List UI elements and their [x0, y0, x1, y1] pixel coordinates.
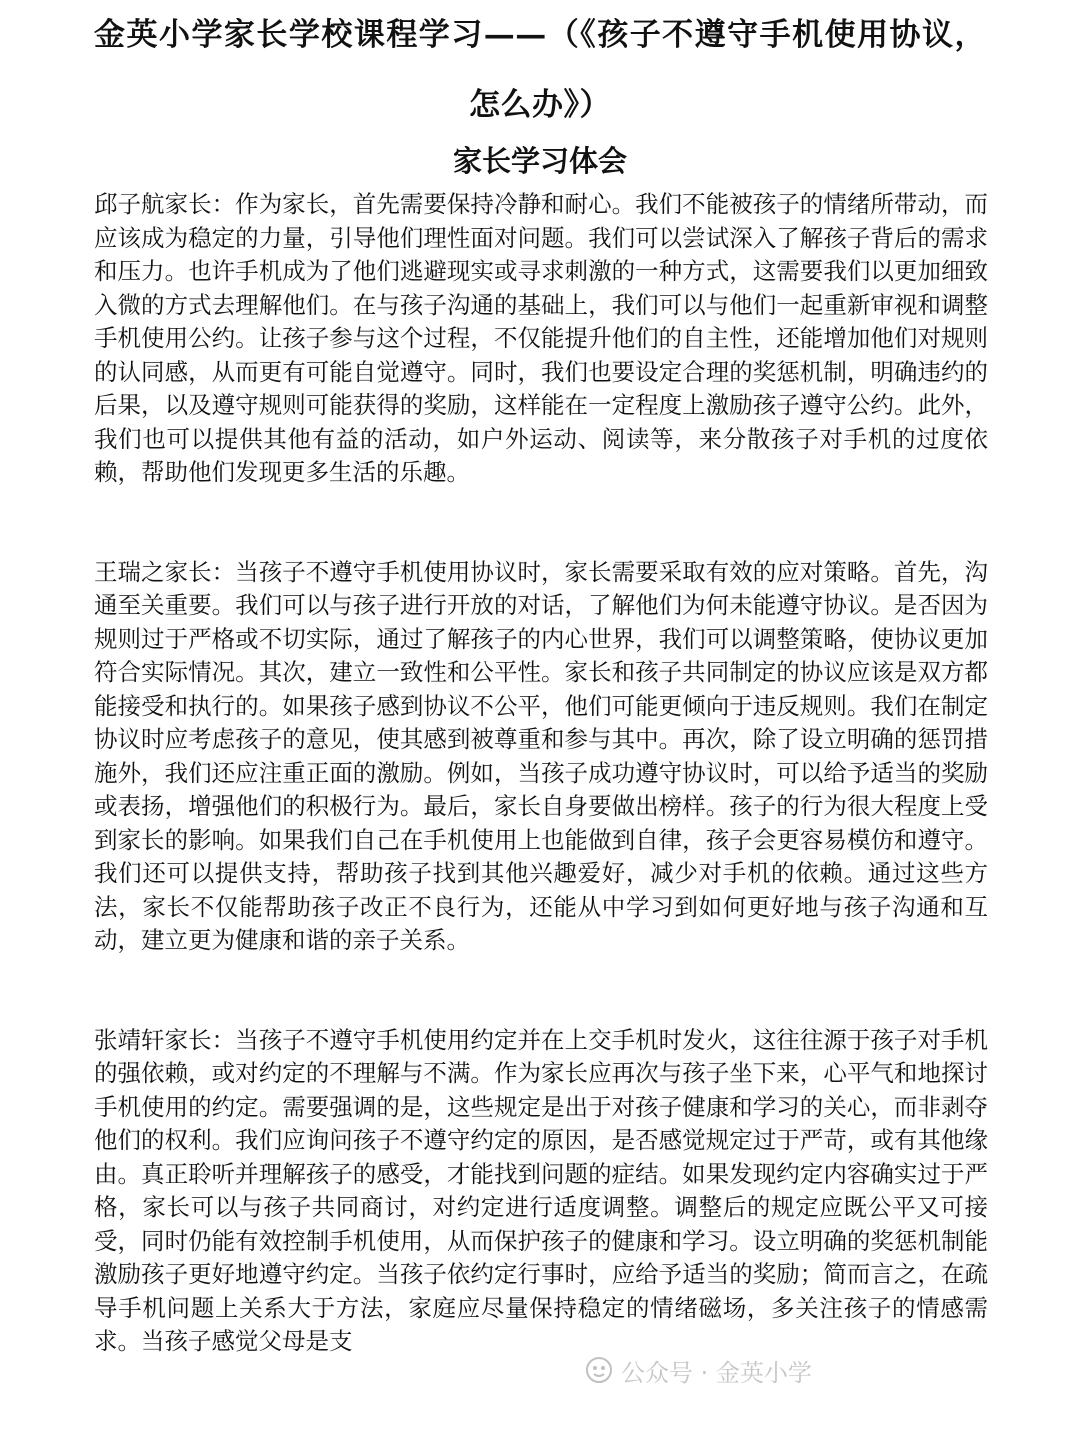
watermark [585, 1350, 812, 1390]
wechat-official-account-icon [585, 1356, 613, 1384]
watermark-text: 公众号 · 金英小学 [621, 1358, 812, 1387]
paragraph-wang: 王瑞之家长：当孩子不遵守手机使用协议时，家长需要采取有效的应对策略。首先，沟通至关重要。我们可以与孩子进行开放的对话，了解他们为何未能遵守协议。是否因为规则过于严格或不切实际，通过了解孩子的内心世界，我们可以调整策略，使协议更加符合实际情况。其次，建立一致性和公平性。家长和孩子共同制定的协议应该是双方都能接受和执行的。如果孩子感到协议不公平，他们可能更倾向于违反规则。我们在制定协议时应考虑孩子的意见，使其感到被尊重和参与其中。再次，除了设立明确的惩罚措施外，我们还应注重正面的激励。例如，当孩子成功遵守协议时，可以给予适当的奖励或表扬，增强他们的积极行为。最后，家长自身要做出榜样。孩子的行为很大程度上受到家长的影响。如果我们自己在手机使用上也能做到自律，孩子会更容易模仿和遵守。我们还可以提供支持，帮助孩子找到其他兴趣爱好，减少对手机的依赖。通过这些方法，家长不仅能帮助孩子改正不良行为，还能从中学习到如何更好地与孩子沟通和互动，建立更为健康和谐的亲子关系。 [94, 557, 988, 954]
paragraph-zhang: 张靖轩家长：当孩子不遵守手机使用约定并在上交手机时发火，这往往源于孩子对手机的强依赖，或对约定的不理解与不满。作为家长应再次与孩子坐下来，心平气和地探讨手机使用的约定。需要强调的是，这些规定是出于对孩子健康和学习的关心，而非剥夺他们的权利。我们应询问孩子不遵守约定的原因，是否感觉规定过于严苛，或有其他缘由。真正聆听并理解孩子的感受，才能找到问题的症结。如果发现约定内容确实过于严格，家长可以与孩子共同商讨，对约定进行适度调整。调整后的规定应既公平又可接受，同时仍能有效控制手机使用，从而保护孩子的健康和学习。设立明确的奖惩机制能激励孩子更好地遵守约定。当孩子依约定行事时，应给予适当的奖励；简而言之，在疏导手机问题上关系大于方法，家庭应尽量保持稳定的情绪磁场，多关注孩子的情感需求。当孩子感觉父母是支 [94, 1025, 988, 1355]
page-title: 金英小学家长学校课程学习——（《孩子不遵守手机使用协议，怎么办》） [94, 17, 986, 123]
page-subtitle: 家长学习体会 [452, 144, 627, 178]
paragraph-qiu: 邱子航家长：作为家长，首先需要保持冷静和耐心。我们不能被孩子的情绪所带动，而应该成为稳定的力量，引导他们理性面对问题。我们可以尝试深入了解孩子背后的需求和压力。也许手机成为了他们逃避现实或寻求刺激的一种方式，这需要我们以更加细致入微的方式去理解他们。在与孩子沟通的基础上，我们可以与他们一起重新审视和调整手机使用公约。让孩子参与这个过程，不仅能提升他们的自主性，还能增加他们对规则的认同感，从而更有可能自觉遵守。同时，我们也要设定合理的奖惩机制，明确违约的后果，以及遵守规则可能获得的奖励，这样能在一定程度上激励孩子遵守公约。此外，我们也可以提供其他有益的活动，如户外运动、阅读等，来分散孩子对手机的过度依赖，帮助他们发现更多生活的乐趣。 [94, 190, 988, 486]
